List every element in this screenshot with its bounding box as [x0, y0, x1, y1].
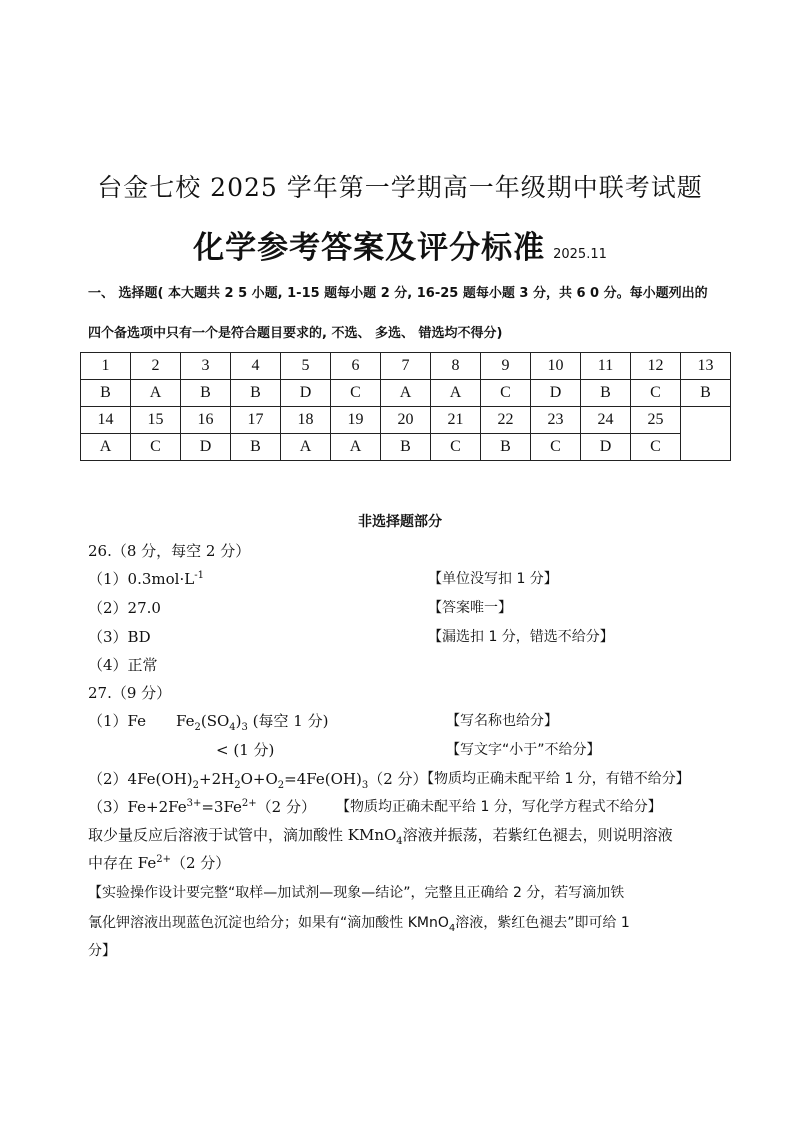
- q-number: 21: [431, 407, 481, 434]
- q-number: 11: [581, 353, 631, 380]
- q27-rule-line3: 分】: [88, 943, 116, 959]
- q-answer: A: [331, 434, 381, 461]
- q-answer: C: [331, 380, 381, 407]
- subtitle-row: [0, 222, 800, 267]
- formula-text: (SO: [200, 712, 230, 730]
- q-answer: B: [231, 380, 281, 407]
- eq-text: （2）4Fe(OH): [88, 770, 193, 788]
- q-number: 6: [331, 353, 381, 380]
- answer-table: [80, 352, 731, 461]
- q26-part2-note: 【答案唯一】: [428, 600, 512, 616]
- q26-part1: [88, 568, 204, 589]
- q-number: 20: [381, 407, 431, 434]
- eq-text: （3）Fe+2Fe: [88, 798, 187, 816]
- q-number: 7: [381, 353, 431, 380]
- q27-part3-equation: [88, 796, 316, 817]
- eq-text: O+O: [240, 770, 278, 788]
- q-number: 19: [331, 407, 381, 434]
- eq-sup: 2+: [241, 798, 257, 809]
- q-number: 9: [481, 353, 531, 380]
- eq-text: +2H: [199, 770, 235, 788]
- q-answer: B: [231, 434, 281, 461]
- eq-points: （2 分）: [256, 798, 316, 816]
- q26-part1-answer: （1）0.3mol·L: [88, 570, 195, 588]
- q-number: 18: [281, 407, 331, 434]
- q-number: 15: [131, 407, 181, 434]
- rule-sub: 4: [448, 922, 456, 934]
- body-sup: 2+: [156, 854, 171, 865]
- q27-part3-note: 【物质均正确未配平给 1 分，写化学方程式不给分】: [336, 799, 662, 815]
- answer-table-row-answers-2: [81, 434, 731, 461]
- q-number: 24: [581, 407, 631, 434]
- q-answer: C: [531, 434, 581, 461]
- q27-heading: 27.（9 分）: [88, 684, 172, 702]
- q-number: 1: [81, 353, 131, 380]
- q-answer: B: [181, 380, 231, 407]
- q27-part2-note: 【物质均正确未配平给 1 分，有错不给分】: [420, 771, 690, 787]
- q26-heading: 26.（8 分，每空 2 分）: [88, 542, 251, 560]
- formula-sub: 2: [194, 722, 201, 733]
- eq-text: =4Fe(OH): [284, 770, 362, 788]
- q27-experiment-line2: [88, 852, 230, 873]
- q-answer: C: [631, 434, 681, 461]
- section1-instructions-line1: 一、 选择题( 本大题共 2 5 小题, 1-15 题每小题 2 分, 16-25 题每小题 3 分，共 6 0 分。每小题列出的: [88, 286, 708, 301]
- q-answer: C: [481, 380, 531, 407]
- q26-part1-sup: -1: [194, 570, 204, 581]
- nonselect-heading: 非选择题部分: [358, 514, 442, 530]
- points-note: (每空 1 分): [247, 712, 329, 730]
- q-number: 3: [181, 353, 231, 380]
- q27-part1-fe: （1）Fe: [88, 712, 147, 730]
- q27-part1-formula: [176, 710, 328, 733]
- body-text: 中存在 Fe: [88, 854, 157, 872]
- empty-cell: [681, 407, 731, 461]
- q-answer: B: [581, 380, 631, 407]
- formula-sub: 3: [241, 722, 248, 733]
- eq-sub: 2: [234, 780, 241, 791]
- q-answer: D: [281, 380, 331, 407]
- formula-text: ): [235, 712, 242, 730]
- date-label: 2025.11: [553, 247, 607, 262]
- q-number: 22: [481, 407, 531, 434]
- q27-rule-line2: [88, 912, 630, 934]
- q-answer: C: [131, 434, 181, 461]
- q-answer: A: [431, 380, 481, 407]
- q-answer: C: [431, 434, 481, 461]
- q-answer: B: [81, 380, 131, 407]
- body-text: 溶液并振荡，若紫红色褪去，则说明溶液: [402, 826, 673, 844]
- q27-experiment-line1: [88, 824, 673, 847]
- q26-part1-note: 【单位没写扣 1 分】: [428, 571, 558, 587]
- answer-key-title: 化学参考答案及评分标准: [193, 230, 546, 266]
- q-number: 8: [431, 353, 481, 380]
- eq-points: （2 分）: [368, 770, 428, 788]
- answer-table-row-numbers-2: [81, 407, 731, 434]
- q27-part1-note: 【写名称也给分】: [446, 713, 558, 729]
- q-number: 14: [81, 407, 131, 434]
- q-number: 17: [231, 407, 281, 434]
- answer-table-row-numbers-1: [81, 353, 731, 380]
- q26-part3-answer: （3）BD: [88, 628, 151, 646]
- q-answer: A: [131, 380, 181, 407]
- q-answer: B: [381, 434, 431, 461]
- body-sub: 4: [396, 836, 403, 847]
- q-answer: D: [531, 380, 581, 407]
- q-answer: C: [631, 380, 681, 407]
- formula-text: Fe: [176, 712, 195, 730]
- q-number: 12: [631, 353, 681, 380]
- q-number: 5: [281, 353, 331, 380]
- q26-part2-answer: （2）27.0: [88, 599, 161, 617]
- q-answer: B: [481, 434, 531, 461]
- q27-part2-equation: [88, 768, 428, 791]
- answer-table-row-answers-1: [81, 380, 731, 407]
- eq-sub: 2: [192, 780, 200, 791]
- exam-title: 台金七校 2025 学年第一学期高一年级期中联考试题: [97, 173, 703, 202]
- q-answer: D: [581, 434, 631, 461]
- q-number: 13: [681, 353, 731, 380]
- eq-sub: 3: [361, 780, 369, 791]
- q-answer: B: [681, 380, 731, 407]
- eq-sup: 3+: [186, 798, 202, 809]
- q-answer: A: [381, 380, 431, 407]
- q26-part3-note: 【漏选扣 1 分，错选不给分】: [428, 629, 614, 645]
- q26-part4-answer: （4）正常: [88, 656, 158, 674]
- rule-text: 氰化钾溶液出现蓝色沉淀也给分；如果有“滴加酸性 KMnO: [88, 915, 449, 931]
- body-text: 取少量反应后溶液于试管中，滴加酸性 KMnO: [88, 826, 397, 844]
- q-answer: A: [81, 434, 131, 461]
- q27-rule-line1: 【实验操作设计要完整“取样—加试剂—现象—结论”，完整且正确给 2 分，若写滴加铁: [88, 885, 625, 901]
- q-number: 4: [231, 353, 281, 380]
- body-text: （2 分）: [170, 854, 231, 872]
- q-number: 10: [531, 353, 581, 380]
- q-number: 16: [181, 407, 231, 434]
- q27-part1-lessthan-note: 【写文字“小于”不给分】: [446, 742, 601, 758]
- q27-part1-lessthan: < (1 分): [216, 741, 275, 759]
- q-answer: D: [181, 434, 231, 461]
- eq-sub: 2: [277, 780, 285, 791]
- section1-instructions-line2: 四个备选项中只有一个是符合题目要求的, 不选、 多选、 错选均不得分): [88, 326, 503, 341]
- q-number: 25: [631, 407, 681, 434]
- q-number: 23: [531, 407, 581, 434]
- q-number: 2: [131, 353, 181, 380]
- rule-text: 溶液，紫红色褪去”即可给 1: [455, 915, 630, 931]
- formula-sub: 4: [229, 722, 236, 733]
- q-answer: A: [281, 434, 331, 461]
- eq-text: =3Fe: [201, 798, 242, 816]
